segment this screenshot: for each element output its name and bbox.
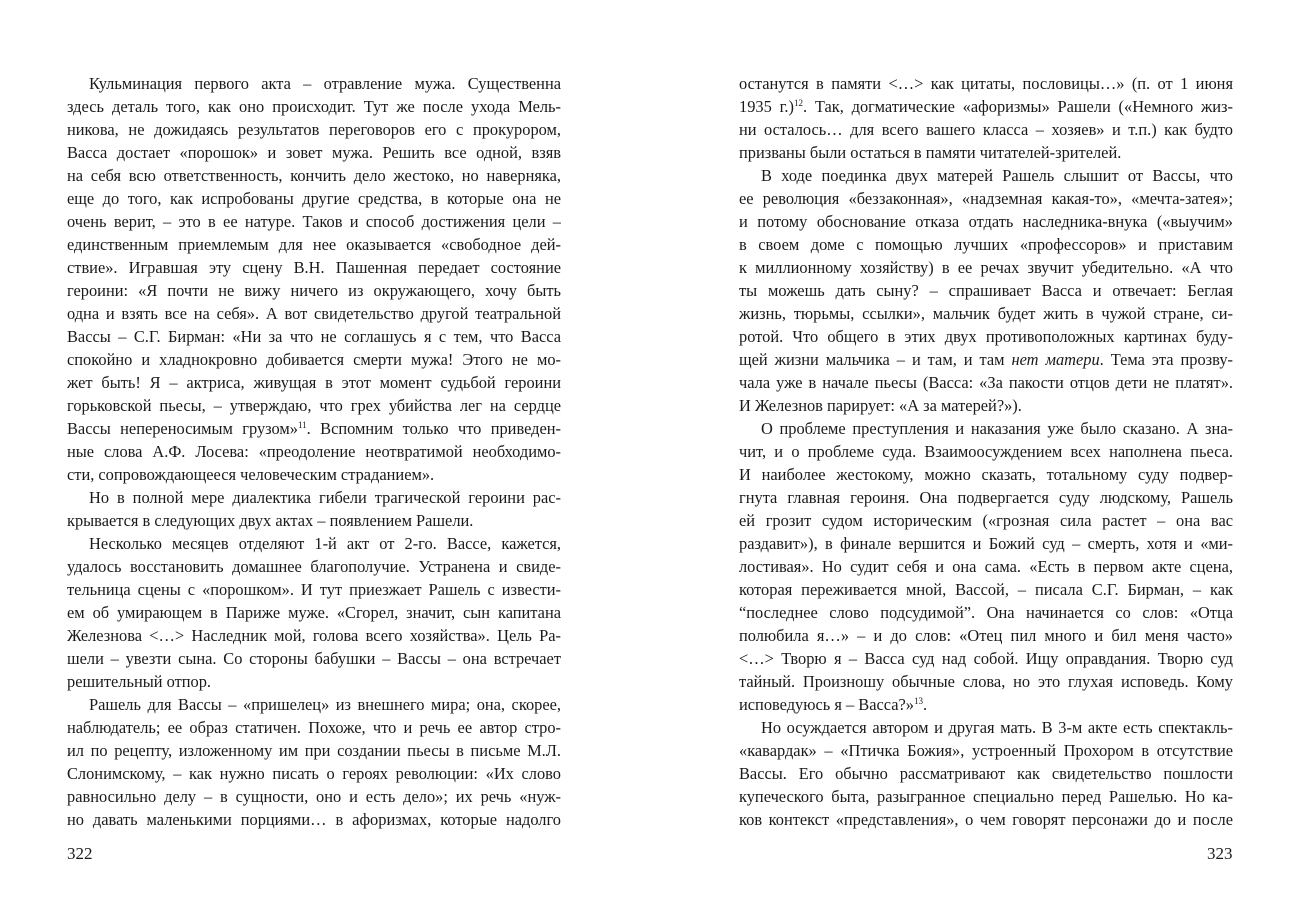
text-line [67, 371, 561, 394]
text-line [67, 187, 561, 210]
line-text: щей жизни мальчика – и там, и там [739, 350, 1012, 369]
line-text-continued: . Так, догматические «афоризмы» Рашели («Немного жиз- [803, 97, 1233, 116]
line-text: ил по рецепту, изложенному им при создании пьесы в письме М.Л. [67, 741, 561, 760]
text-line [67, 164, 561, 187]
text-line [67, 808, 561, 831]
line-text: гнута главная героиня. Она подвергается суду людскому, Рашель [739, 488, 1233, 507]
text-line [67, 509, 561, 532]
text-line [739, 693, 1233, 716]
text-line [67, 624, 561, 647]
line-text: в своем доме с помощью лучших «профессоров» и приставим [739, 235, 1233, 254]
text-line [67, 279, 561, 302]
line-text: чит, и о проблеме суда. Взаимоосуждением всех наполнена пьеса. [739, 442, 1233, 461]
line-text: исповедуюсь я – Васса?» [739, 695, 914, 714]
text-line [739, 417, 1233, 440]
line-text: тельница сцены с «порошком». И тут приезжает Рашель с извести- [67, 580, 561, 599]
left-page-text [67, 72, 561, 832]
text-line [67, 739, 561, 762]
line-text: одна и взять все на себя». А вот свидетельство другой театральной [67, 304, 561, 323]
text-line [67, 647, 561, 670]
line-text: жет быть! Я – актриса, живущая в этот момент судьбой героини [67, 373, 561, 392]
line-text: которая переживается мной, Вассой, – писала С.Г. Бирман, – как [739, 580, 1233, 599]
line-text: раздавит»), в финале вершится и Божий суд – смерть, хотя и «ми- [739, 534, 1233, 553]
text-line [739, 72, 1233, 95]
text-line [739, 762, 1233, 785]
line-text: горьковской пьесы, – утверждаю, что грех убийства лег на сердце [67, 396, 561, 415]
text-line [67, 118, 561, 141]
line-text: Несколько месяцев отделяют 1-й акт от 2-го. Вассе, кажется, [89, 534, 561, 553]
line-text: «кавардак» – «Птичка Божия», устроенный Прохором в отсутствие [739, 741, 1233, 760]
line-text: сти, сопровождающееся человеческим страданием». [67, 465, 435, 484]
line-text: ее революция «беззаконная», «надземная какая-то», «мечта-затея»; [739, 189, 1233, 208]
line-text-continued: . [922, 695, 928, 714]
line-text: Вассы непереносимым грузом» [67, 419, 298, 438]
line-text: Но в полной мере диалектика гибели трагической героини рас- [89, 488, 561, 507]
line-text: к миллионному хозяйству) в ее речах звучит убедительно. «А что [739, 258, 1233, 277]
right-page [739, 72, 1233, 832]
text-line [739, 670, 1233, 693]
line-text: ни осталось… для всего вашего класса – хозяев» и т.п.) как будто [739, 120, 1233, 139]
text-line [67, 417, 561, 440]
text-line [67, 693, 561, 716]
line-text: О проблеме преступления и наказания уже было сказано. А зна- [761, 419, 1233, 438]
line-text: Рашель для Вассы – «пришелец» из внешнего мира; она, скорее, [89, 695, 561, 714]
line-text-continued: . Тема эта прозву- [1099, 350, 1233, 369]
text-line [739, 233, 1233, 256]
line-text: Железнова <…> Наследник мой, голова всего хозяйства». Цель Ра- [67, 626, 561, 645]
text-line [67, 95, 561, 118]
line-text: спокойно и хладнокровно добивается смерти мужа! Этого не мо- [67, 350, 561, 369]
text-line [739, 555, 1233, 578]
text-line [67, 325, 561, 348]
line-text: Вассы. Его обычно рассматривают как свидетельство пошлости [739, 764, 1233, 783]
footnote-ref: 12 [794, 98, 803, 108]
footnote-ref: 13 [913, 696, 923, 706]
line-text: шели – увезти сына. Со стороны бабушки – Вассы – она встречает [67, 649, 561, 668]
line-text: Слонимскому, – как нужно писать о героях революции: «Их слово [67, 764, 561, 783]
line-text: ем об умирающем в Париже муже. «Сгорел, значит, сын капитана [67, 603, 561, 622]
line-text: крывается в следующих двух актах – появлением Рашели. [67, 511, 474, 530]
line-text: Кульминация первого акта – отравление мужа. Существенна [89, 74, 561, 93]
text-line [67, 210, 561, 233]
line-text: и потому обоснование отказа отдать наследника-внука («выучим» [739, 212, 1233, 231]
text-line [739, 716, 1233, 739]
text-line [67, 440, 561, 463]
text-line [67, 785, 561, 808]
line-text: никова, не дожидаясь результатов переговоров его с прокурором, [67, 120, 561, 139]
line-text: на себя всю ответственность, кончить дело жестоко, но наверняка, [67, 166, 561, 185]
line-text: ты можешь дать сыну? – спрашивает Васса и отвечает: Беглая [739, 281, 1233, 300]
line-text: решительный отпор. [67, 672, 212, 691]
text-line [739, 164, 1233, 187]
text-line [739, 256, 1233, 279]
text-line [67, 762, 561, 785]
line-text: ротой. Что общего в этих двух противоположных картинах буду- [739, 327, 1233, 346]
text-line [739, 463, 1233, 486]
line-text: наблюдатель; ее образ статичен. Похоже, что и речь ее автор стро- [67, 718, 561, 737]
left-page [67, 72, 561, 832]
text-line [739, 394, 1233, 417]
text-line [739, 739, 1233, 762]
line-text: ные слова А.Ф. Лосева: «преодоление неотвратимой необходимо- [67, 442, 561, 461]
text-line [739, 279, 1233, 302]
line-text: единственным приемлемым для нее оказывается «свободное дей- [67, 235, 561, 254]
text-line [67, 601, 561, 624]
text-line [739, 95, 1233, 118]
text-line [67, 256, 561, 279]
text-line [67, 141, 561, 164]
line-text: купеческого быта, разыгранное специально перед Рашелью. Но ка- [739, 787, 1233, 806]
line-text: Но осуждается автором и другая мать. В 3-м акте есть спектакль- [761, 718, 1233, 737]
text-line [739, 808, 1233, 831]
line-text: Вассы – С.Г. Бирман: «Ни за что не соглашусь я с тем, что Васса [67, 327, 561, 346]
text-line [67, 578, 561, 601]
text-line [739, 348, 1233, 371]
footnote-ref: 11 [298, 420, 307, 430]
text-line [739, 578, 1233, 601]
text-line [739, 440, 1233, 463]
text-line [67, 72, 561, 95]
emphasized-text: нет матери [1011, 350, 1100, 369]
line-text-continued: . Вспомним только что приведен- [306, 419, 561, 438]
text-line [739, 509, 1233, 532]
text-line [739, 187, 1233, 210]
line-text: но давать маленькими порциями… в афоризмах, которые надолго [67, 810, 561, 829]
line-text: здесь деталь того, как оно происходит. Тут же после ухода Мель- [67, 97, 561, 116]
line-text: тайный. Произношу обычные слова, но это глухая исповедь. Кому [739, 672, 1233, 691]
text-line [67, 233, 561, 256]
line-text: И наиболее жестокому, можно сказать, тотальному суду подвер- [739, 465, 1233, 484]
line-text: лостивая». Но судит себя и она сама. «Есть в первом акте сцена, [739, 557, 1233, 576]
text-line [67, 463, 561, 486]
line-text: равносильно делу – в сущности, оно и есть дело»; их речь «нуж- [67, 787, 561, 806]
line-text: останутся в памяти <…> как цитаты, пословицы…» (п. от 1 июня [739, 74, 1233, 93]
text-line [739, 141, 1233, 164]
text-line [739, 624, 1233, 647]
line-text: удалось восстановить домашнее благополучие. Устранена и свиде- [67, 557, 561, 576]
text-line [67, 670, 561, 693]
line-text: ствие». Игравшая эту сцену В.Н. Пашенная передает состояние [67, 258, 561, 277]
text-line [739, 486, 1233, 509]
line-text: героини: «Я почти не вижу ничего из окружающего, хочу быть [67, 281, 561, 300]
right-page-text [739, 72, 1233, 832]
text-line [67, 394, 561, 417]
line-text: <…> Творю я – Васса суд над собой. Ищу оправдания. Творю суд [739, 649, 1233, 668]
text-line [67, 555, 561, 578]
right-page-number: 323 [1207, 844, 1233, 863]
text-line [67, 486, 561, 509]
line-text: чала уже в начале пьесы (Васса: «За пакости отцов дети не платят». [739, 373, 1233, 392]
line-text: еще до того, как испробованы другие средства, в которые она не [67, 189, 561, 208]
text-line [739, 302, 1233, 325]
text-line [739, 532, 1233, 555]
line-text: В ходе поединка двух матерей Рашель слышит от Вассы, что [761, 166, 1233, 185]
text-line [739, 647, 1233, 670]
text-line [739, 210, 1233, 233]
text-line [739, 371, 1233, 394]
text-line [739, 785, 1233, 808]
line-text: очень верит, – это в ее натуре. Таков и способ достижения цели – [67, 212, 561, 231]
line-text: полюбила я…» – и до слов: «Отец пил много и бил меня часто» [739, 626, 1233, 645]
line-text: ей грозит судом историческим («грозная сила растет – она вас [739, 511, 1233, 530]
text-line [67, 532, 561, 555]
left-page-number: 322 [67, 844, 93, 863]
line-text: жизнь, тюрьмы, ссылки», мальчик будет жить в чужой стране, си- [739, 304, 1233, 323]
text-line [67, 348, 561, 371]
line-text: призваны были остаться в памяти читателей-зрителей. [739, 143, 1122, 162]
text-line [739, 118, 1233, 141]
text-line [739, 601, 1233, 624]
line-text: И Железнов парирует: «А за матерей?»). [739, 396, 1022, 415]
line-text: ков контекст «представления», о чем говорят персонажи до и после [739, 810, 1233, 829]
text-line [67, 716, 561, 739]
line-text: Васса достает «порошок» и зовет мужа. Решить все одной, взяв [67, 143, 561, 162]
text-line [67, 302, 561, 325]
line-text: 1935 г.) [739, 97, 794, 116]
text-line [739, 325, 1233, 348]
line-text: “последнее слово подсудимой”. Она начинается со слов: «Отца [739, 603, 1233, 622]
